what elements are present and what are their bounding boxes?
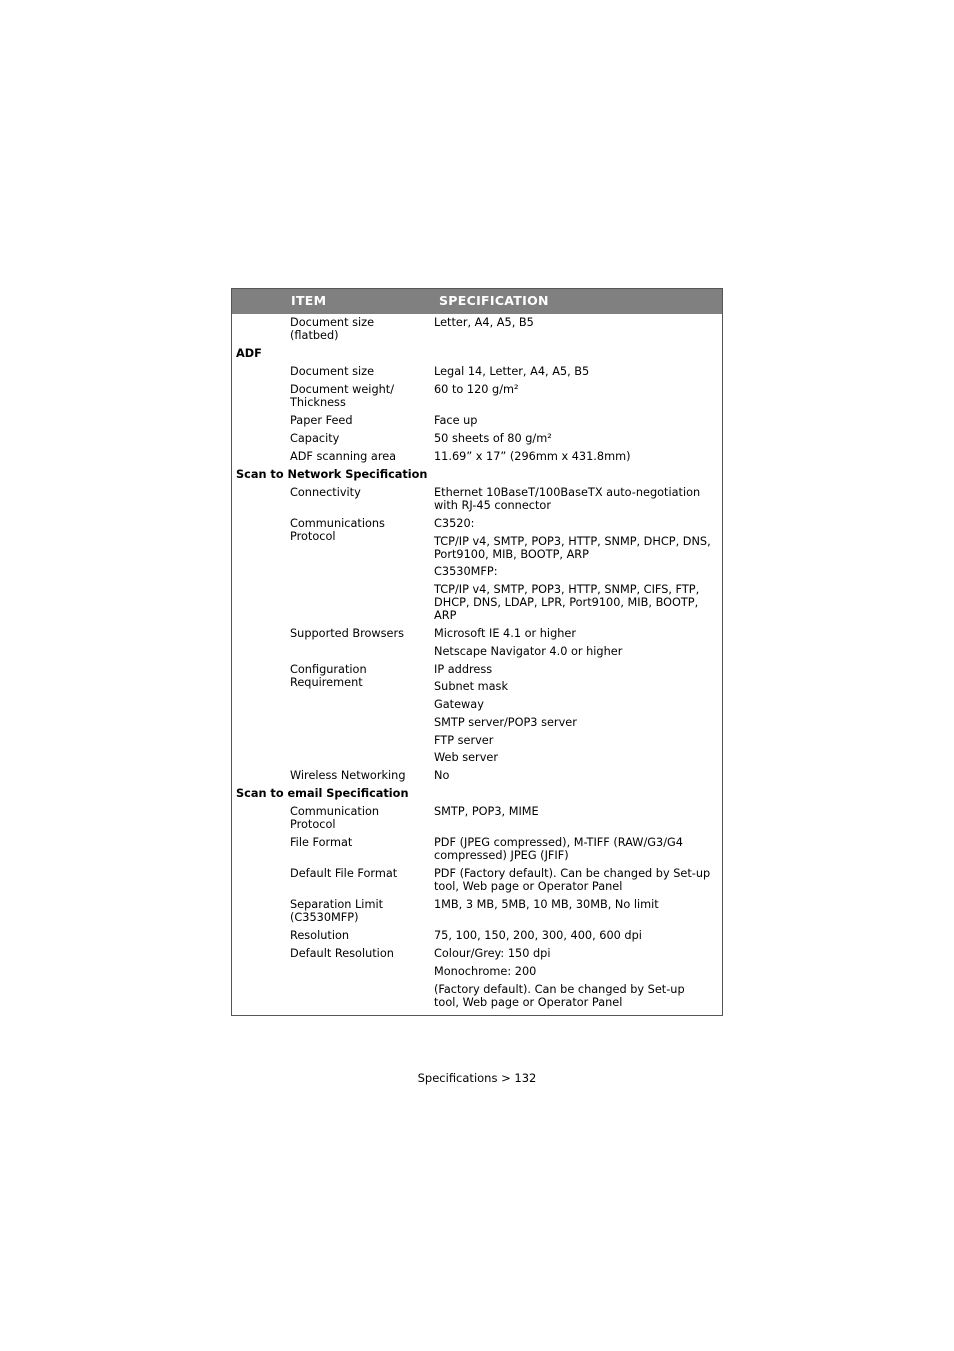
spec-cell bbox=[434, 365, 722, 378]
table-row bbox=[232, 625, 722, 661]
table-row bbox=[232, 767, 722, 785]
table-row bbox=[232, 363, 722, 381]
table-row bbox=[232, 412, 722, 430]
item-cell: Document weight/ Thickness bbox=[290, 383, 395, 409]
item-cell: File Format bbox=[290, 836, 353, 850]
spec-line: Ethernet 10BaseT/100BaseTX auto-negotiation with RJ-45 connector bbox=[434, 486, 701, 512]
table-row bbox=[232, 661, 722, 767]
table-row bbox=[232, 803, 722, 834]
item-cell: Configuration Requirement bbox=[290, 662, 367, 689]
table-row bbox=[232, 448, 722, 466]
spec-line: 75, 100, 150, 200, 300, 400, 600 dpi bbox=[434, 929, 642, 943]
spec-line: Microsoft IE 4.1 or higher bbox=[434, 627, 576, 641]
section-heading: Scan to email Specification bbox=[236, 787, 409, 801]
table-row bbox=[232, 945, 722, 1011]
item-cell: Paper Feed bbox=[290, 414, 353, 427]
item-cell: Default File Format bbox=[290, 867, 398, 881]
spec-cell bbox=[434, 805, 722, 831]
spec-line: C3530MFP: bbox=[434, 565, 498, 579]
spec-line: No bbox=[434, 769, 450, 783]
spec-cell bbox=[434, 414, 722, 427]
spec-line: Gateway bbox=[434, 698, 484, 712]
item-cell: Document size (flatbed) bbox=[290, 316, 375, 342]
spec-cell bbox=[434, 627, 722, 658]
item-cell: Capacity bbox=[290, 432, 340, 445]
section-heading: Scan to Network Specification bbox=[236, 468, 428, 481]
spec-line: FTP server bbox=[434, 733, 494, 747]
table-row bbox=[232, 896, 722, 927]
spec-cell bbox=[434, 867, 722, 893]
item-cell: Communication Protocol bbox=[290, 805, 380, 832]
item-cell: ADF scanning area bbox=[290, 450, 397, 463]
spec-line: Letter, A4, A5, B5 bbox=[434, 316, 534, 329]
spec-cell bbox=[434, 383, 722, 409]
page-footer: Specifications > 132 bbox=[417, 1071, 537, 1085]
spec-cell bbox=[434, 929, 722, 942]
table-row bbox=[232, 834, 722, 865]
spec-cell bbox=[434, 947, 722, 1008]
spec-line: Subnet mask bbox=[434, 680, 508, 694]
spec-line: TCP/IP v4, SMTP, POP3, HTTP, SNMP, CIFS, FTP, DHCP, DNS, LDAP, LPR, Port9100, MIB, BOOTP, ARP bbox=[434, 583, 700, 623]
item-cell: Wireless Networking bbox=[290, 769, 406, 783]
spec-line: C3520: bbox=[434, 517, 475, 530]
spec-cell bbox=[434, 486, 722, 512]
spec-line: PDF (Factory default). Can be changed by Set-up tool, Web page or Operator Panel bbox=[434, 867, 711, 894]
spec-line: PDF (JPEG compressed), M-TIFF (RAW/G3/G4 compressed) JPEG (JFIF) bbox=[434, 836, 683, 863]
spec-line: SMTP, POP3, MIME bbox=[434, 805, 539, 819]
table-row bbox=[232, 314, 722, 345]
spec-line: Face up bbox=[434, 414, 478, 427]
item-cell: Supported Browsers bbox=[290, 627, 405, 641]
table-row bbox=[232, 484, 722, 515]
item-cell: Connectivity bbox=[290, 486, 361, 499]
spec-line: 60 to 120 g/m² bbox=[434, 383, 519, 396]
spec-cell bbox=[434, 432, 722, 445]
spec-line: 11.69” x 17” (296mm x 431.8mm) bbox=[434, 450, 631, 463]
header-item: ITEM bbox=[291, 293, 327, 308]
spec-table bbox=[231, 288, 723, 1016]
spec-cell bbox=[434, 517, 722, 622]
spec-line: Colour/Grey: 150 dpi bbox=[434, 947, 551, 961]
spec-line: IP address bbox=[434, 662, 493, 676]
spec-line: Monochrome: 200 bbox=[434, 964, 537, 978]
spec-line: SMTP server/POP3 server bbox=[434, 715, 577, 729]
table-row bbox=[232, 865, 722, 896]
spec-line: TCP/IP v4, SMTP, POP3, HTTP, SNMP, DHCP, DNS, Port9100, MIB, BOOTP, ARP bbox=[434, 534, 711, 561]
spec-cell bbox=[434, 769, 722, 782]
spec-line: Web server bbox=[434, 751, 498, 765]
spec-line: Legal 14, Letter, A4, A5, B5 bbox=[434, 365, 590, 378]
table-row bbox=[232, 381, 722, 412]
item-cell: Document size bbox=[290, 365, 375, 378]
item-cell: Communications Protocol bbox=[290, 517, 385, 543]
spec-line: 1MB, 3 MB, 5MB, 10 MB, 30MB, No limit bbox=[434, 898, 659, 912]
table-row bbox=[232, 927, 722, 945]
spec-line: 50 sheets of 80 g/m² bbox=[434, 432, 552, 445]
item-cell: Resolution bbox=[290, 929, 350, 943]
spec-cell bbox=[434, 836, 722, 862]
table-row bbox=[232, 515, 722, 625]
table-row bbox=[232, 430, 722, 448]
spec-cell bbox=[434, 450, 722, 463]
header-specification: SPECIFICATION bbox=[439, 293, 549, 308]
table-header bbox=[232, 289, 722, 314]
spec-line: (Factory default). Can be changed by Set-up tool, Web page or Operator Panel bbox=[434, 982, 685, 1009]
item-cell: Separation Limit (C3530MFP) bbox=[290, 898, 384, 925]
item-cell: Default Resolution bbox=[290, 947, 394, 961]
spec-cell bbox=[434, 663, 722, 764]
spec-line: Netscape Navigator 4.0 or higher bbox=[434, 644, 623, 658]
section-heading: ADF bbox=[236, 347, 262, 360]
table-body bbox=[232, 314, 722, 1015]
spec-cell bbox=[434, 316, 722, 342]
spec-cell bbox=[434, 898, 722, 924]
